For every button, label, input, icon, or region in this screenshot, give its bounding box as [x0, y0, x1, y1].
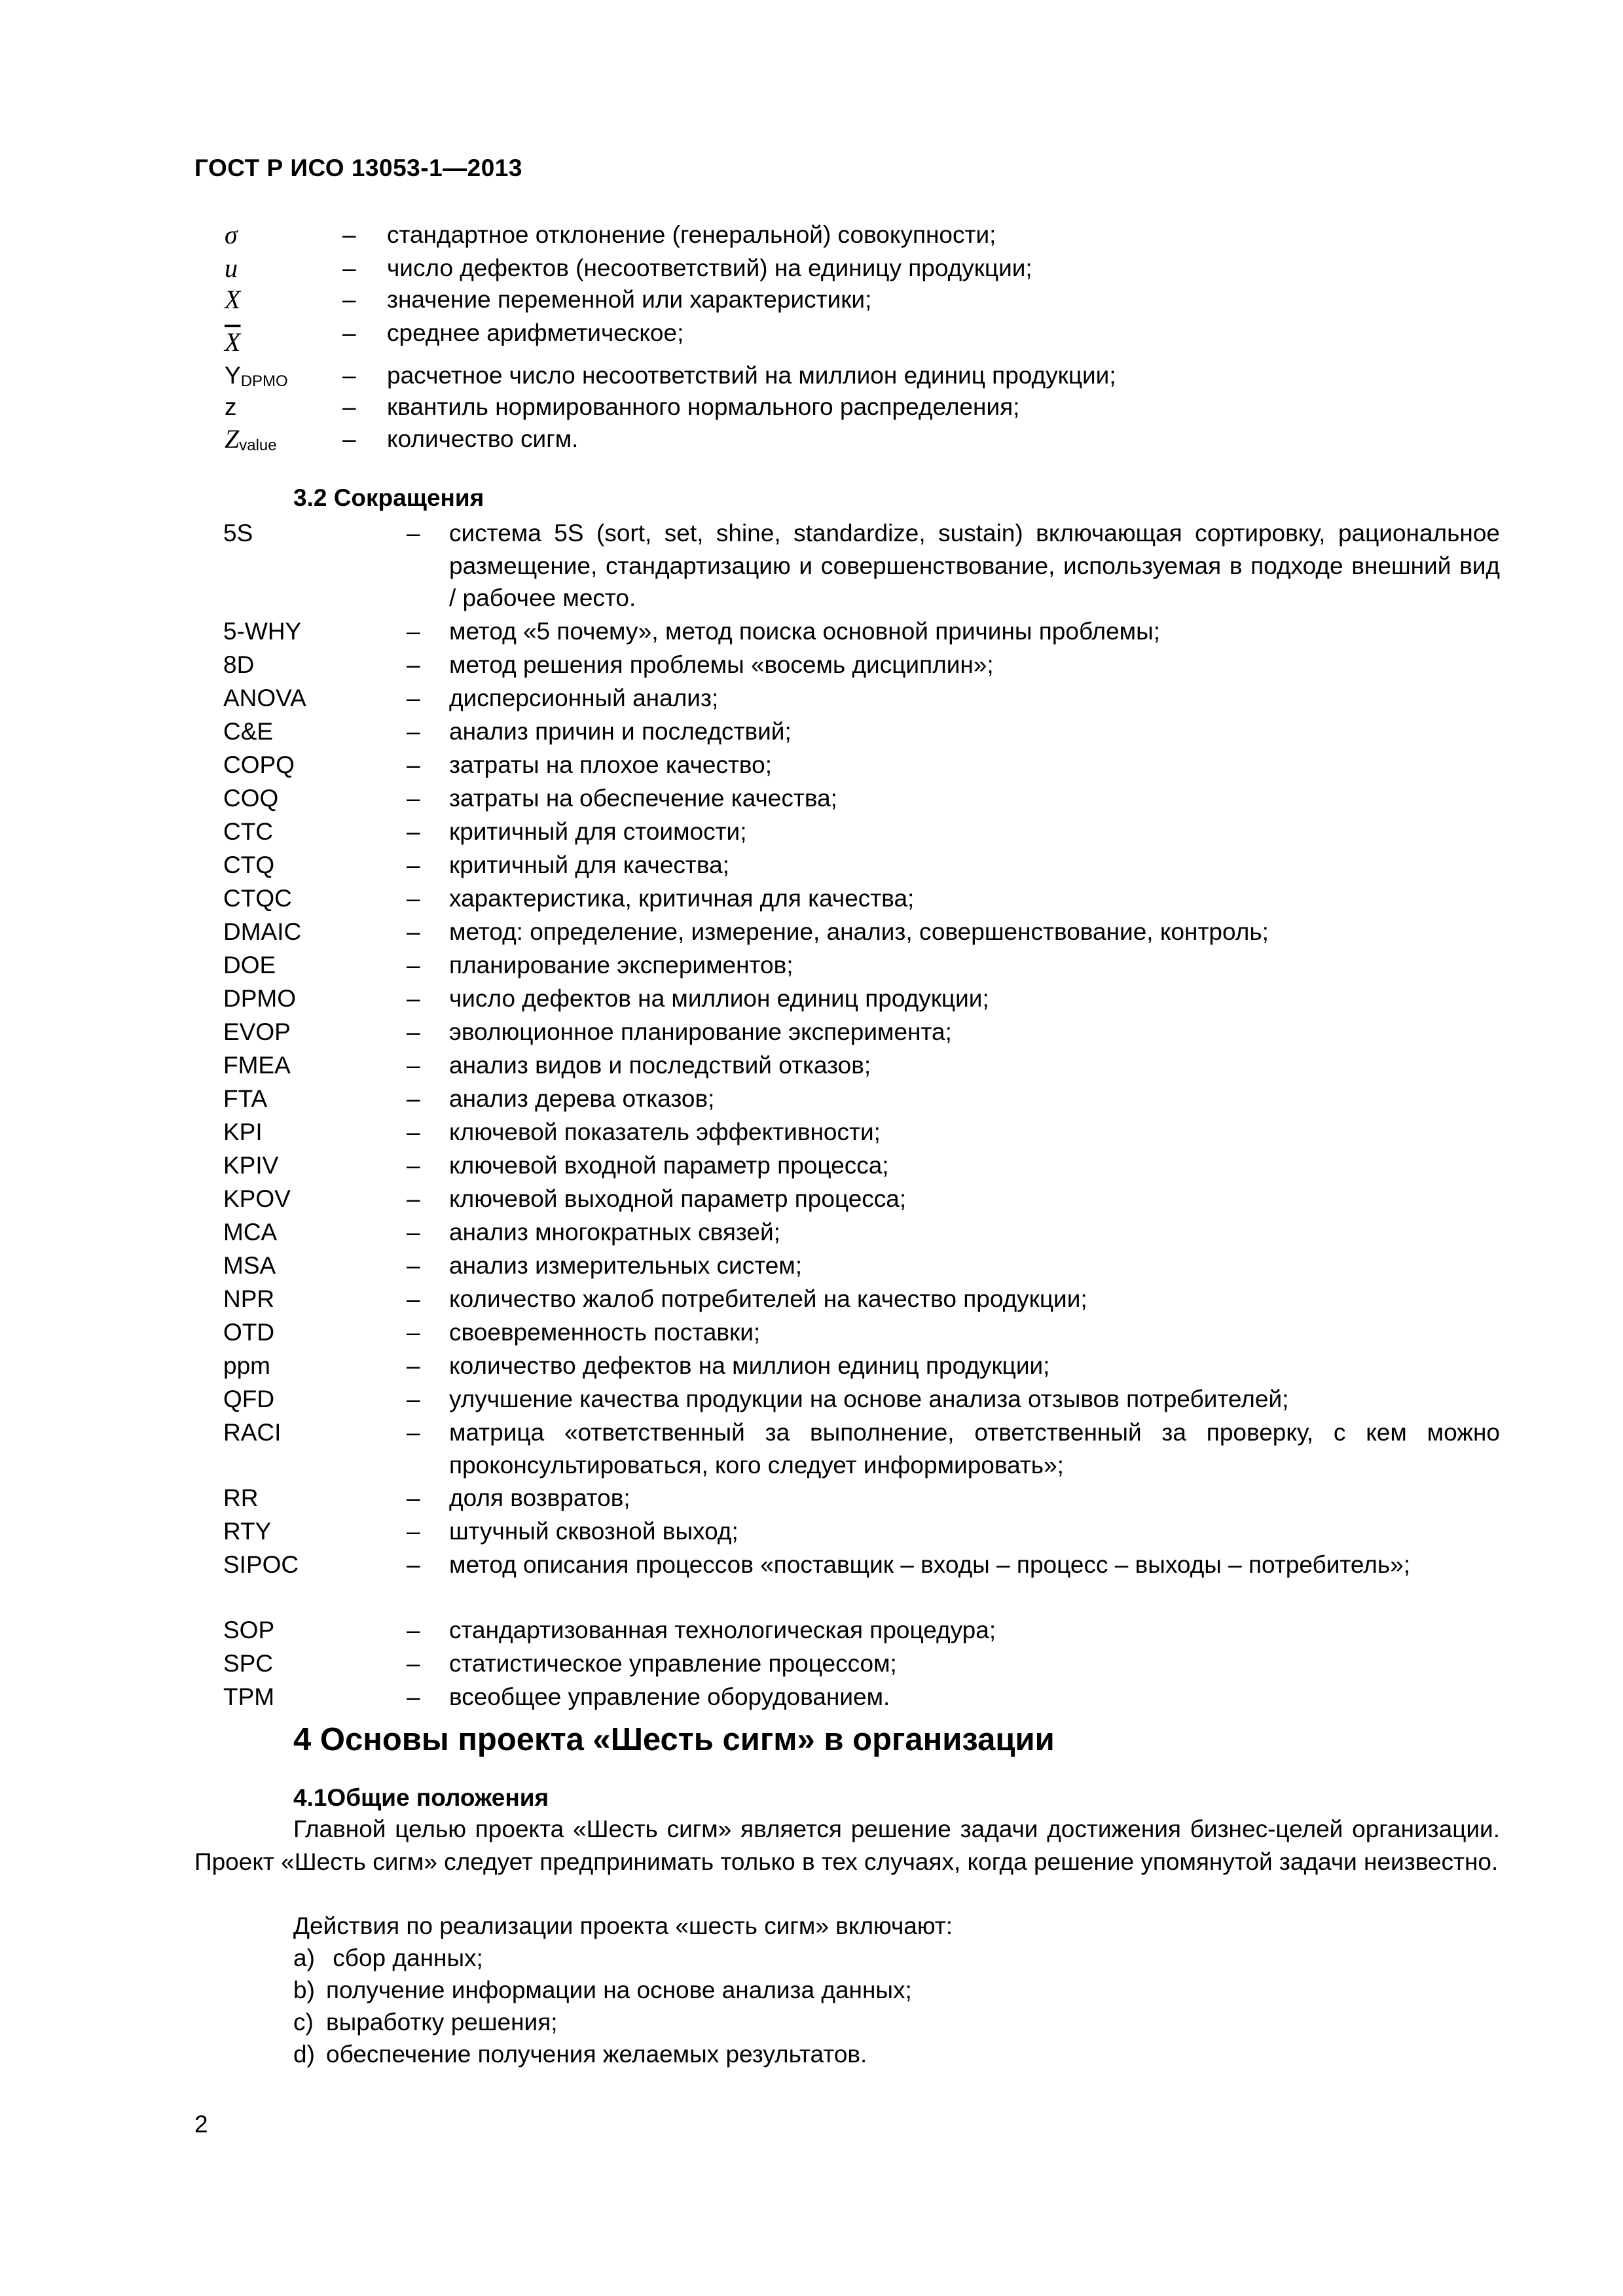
- abbreviation-term: 8D: [223, 651, 255, 678]
- list-item: [293, 2038, 867, 2071]
- abbreviation-term: NPR: [223, 1285, 275, 1312]
- dash: –: [407, 1551, 420, 1578]
- dash: –: [407, 1185, 420, 1212]
- dash: –: [407, 985, 420, 1012]
- abbreviation-row: [223, 1482, 1500, 1515]
- dash: –: [342, 255, 356, 281]
- abbreviation-row: [223, 1416, 1500, 1481]
- abbreviation-row: [223, 1149, 1500, 1182]
- dash: –: [407, 1252, 420, 1279]
- abbreviation-definition: метод: определение, измерение, анализ, совершенствование, контроль;: [449, 918, 1269, 945]
- abbreviation-row: [223, 1083, 1500, 1115]
- abbreviation-term: OTD: [223, 1319, 275, 1346]
- abbreviation-definition: критичный для стоимости;: [449, 818, 747, 845]
- abbreviation-term: TPM: [223, 1683, 275, 1710]
- abbreviation-term: MCA: [223, 1219, 278, 1246]
- abbreviation-row: [223, 1515, 1500, 1548]
- abbreviation-definition: затраты на обеспечение качества;: [449, 785, 837, 812]
- abbreviation-definition: ключевой входной параметр процесса;: [449, 1152, 889, 1179]
- dash: –: [407, 1052, 420, 1079]
- dash: –: [342, 393, 356, 420]
- abbreviation-term: KPIV: [223, 1152, 279, 1179]
- list-item-label: a): [293, 1945, 315, 1971]
- dash: –: [407, 785, 420, 812]
- symbol: $Z_{value}$: [225, 424, 277, 454]
- abbreviation-definition: всеобщее управление оборудованием.: [449, 1683, 890, 1710]
- abbreviation-definition: анализ измерительных систем;: [449, 1252, 803, 1279]
- subsection-title: 4.1Общие положения: [293, 1784, 549, 1811]
- abbreviation-definition: планирование экспериментов;: [449, 952, 793, 978]
- abbreviation-term: SPC: [223, 1650, 274, 1677]
- abbreviation-term: DMAIC: [223, 918, 302, 945]
- abbreviation-row: [223, 1614, 1500, 1647]
- abbreviations-heading: 3.2 Сокращения: [293, 484, 484, 511]
- list-item-text: сбор данных;: [326, 1945, 483, 1971]
- abbreviation-term: RACI: [223, 1419, 282, 1446]
- abbreviation-definition: критичный для качества;: [449, 852, 729, 878]
- dash: –: [407, 1518, 420, 1545]
- symbol: u: [225, 253, 238, 283]
- abbreviation-row: [223, 715, 1500, 748]
- abbreviation-definition: число дефектов на миллион единиц продукции;: [449, 985, 989, 1012]
- abbreviation-term: QFD: [223, 1386, 275, 1412]
- abbreviation-term: CTQC: [223, 885, 292, 912]
- abbreviation-row: [223, 849, 1500, 882]
- abbreviation-term: CTC: [223, 818, 274, 845]
- abbreviation-definition: характеристика, критичная для качества;: [449, 885, 915, 912]
- list-item-label: c): [293, 2009, 314, 2036]
- list-item-text: выработку решения;: [326, 2009, 558, 2036]
- symbol: X: [225, 285, 241, 314]
- list-item-text: получение информации на основе анализа данных;: [326, 1977, 912, 2003]
- abbreviation-definition: дисперсионный анализ;: [449, 685, 719, 711]
- symbol-definition: значение переменной или характеристики;: [387, 286, 872, 313]
- dash: –: [407, 520, 420, 547]
- actions-intro: Действия по реализации проекта «шесть сигм» включают:: [293, 1912, 953, 1939]
- list-item: [293, 2006, 558, 2039]
- abbreviation-row: [223, 682, 1500, 715]
- dash: –: [407, 818, 420, 845]
- dash: –: [407, 618, 420, 645]
- list-item: [293, 1942, 483, 1975]
- abbreviation-definition: метод «5 почему», метод поиска основной причины проблемы;: [449, 618, 1160, 645]
- page-header: ГОСТ Р ИСО 13053-1—2013: [194, 154, 522, 181]
- abbreviation-row: [223, 949, 1500, 982]
- dash: –: [407, 1419, 420, 1446]
- abbreviation-row: [223, 1350, 1500, 1382]
- symbol-definition: количество сигм.: [387, 425, 579, 452]
- dash: –: [407, 852, 420, 878]
- abbreviation-term: KPOV: [223, 1185, 291, 1212]
- abbreviation-row: [223, 1383, 1500, 1416]
- dash: –: [407, 1386, 420, 1412]
- page-number: 2: [194, 2111, 208, 2138]
- dash: –: [342, 286, 356, 313]
- dash: –: [407, 1484, 420, 1511]
- abbreviation-term: DPMO: [223, 985, 296, 1012]
- dash: –: [407, 1319, 420, 1346]
- abbreviation-definition: количество дефектов на миллион единиц продукции;: [449, 1352, 1050, 1379]
- dash: –: [407, 751, 420, 778]
- abbreviation-definition: матрица «ответственный за выполнение, ответственный за проверку, с кем можно проконсультироваться, кого следует информировать»;: [449, 1419, 1500, 1479]
- dash: –: [407, 1617, 420, 1643]
- abbreviation-term: KPI: [223, 1119, 263, 1145]
- dash: –: [342, 425, 356, 452]
- dash: –: [342, 319, 356, 346]
- dash: –: [407, 718, 420, 745]
- dash: –: [342, 221, 356, 248]
- symbol: $Y_{DPMO}$: [225, 362, 288, 390]
- abbreviation-term: COQ: [223, 785, 279, 812]
- symbol: σ: [225, 220, 238, 249]
- abbreviation-row: [223, 1216, 1500, 1249]
- abbreviation-row: [223, 749, 1500, 781]
- abbreviation-definition: анализ дерева отказов;: [449, 1085, 715, 1112]
- abbreviation-term: SOP: [223, 1617, 275, 1643]
- dash: –: [407, 685, 420, 711]
- abbreviation-definition: анализ многократных связей;: [449, 1219, 780, 1246]
- abbreviation-row: [223, 1647, 1500, 1680]
- dash: –: [407, 952, 420, 978]
- abbreviation-term: SIPOC: [223, 1551, 299, 1578]
- abbreviation-term: COPQ: [223, 751, 295, 778]
- abbreviation-term: 5S: [223, 520, 253, 547]
- abbreviation-definition: стандартизованная технологическая процедура;: [449, 1617, 996, 1643]
- abbreviation-row: [223, 1016, 1500, 1049]
- dash: –: [407, 1152, 420, 1179]
- symbol-definition: квантиль нормированного нормального распределения;: [387, 393, 1020, 420]
- abbreviation-row: [223, 1049, 1500, 1082]
- dash: –: [407, 1219, 420, 1246]
- abbreviation-row: [223, 1681, 1500, 1713]
- symbol-definition: стандартное отклонение (генеральной) совокупности;: [387, 221, 996, 248]
- abbreviation-term: RTY: [223, 1518, 272, 1545]
- abbreviation-definition: улучшение качества продукции на основе анализа отзывов потребителей;: [449, 1386, 1289, 1412]
- symbol-definition: среднее арифметическое;: [387, 319, 684, 346]
- abbreviation-term: DOE: [223, 952, 276, 978]
- abbreviation-definition: статистическое управление процессом;: [449, 1650, 897, 1677]
- dash: –: [407, 1650, 420, 1677]
- symbol-definition: расчетное число несоответствий на миллион единиц продукции;: [387, 362, 1116, 389]
- section-paragraph: Главной целью проекта «Шесть сигм» является решение задачи достижения бизнес-целей организации. Проект «Шесть сигм» следует предпринимать только в тех случаях, когда решение упомянутой задачи неизвестно.: [194, 1816, 1500, 1875]
- abbreviation-row: [223, 816, 1500, 848]
- list-item-label: d): [293, 2041, 315, 2068]
- abbreviation-term: RR: [223, 1484, 259, 1511]
- abbreviation-definition: эволюционное планирование эксперимента;: [449, 1018, 952, 1045]
- abbreviation-definition: метод описания процессов «поставщик – входы – процесс – выходы – потребитель»;: [449, 1551, 1410, 1578]
- abbreviation-row: [223, 982, 1500, 1015]
- abbreviation-definition: метод решения проблемы «восемь дисциплин»;: [449, 651, 994, 678]
- abbreviation-definition: ключевой показатель эффективности;: [449, 1119, 881, 1145]
- abbreviation-term: CTQ: [223, 852, 275, 878]
- dash: –: [407, 885, 420, 912]
- abbreviation-definition: ключевой выходной параметр процесса;: [449, 1185, 907, 1212]
- abbreviation-row: [223, 1249, 1500, 1282]
- abbreviation-definition: количество жалоб потребителей на качество продукции;: [449, 1285, 1087, 1312]
- symbol: z: [225, 393, 237, 420]
- abbreviation-row: [223, 882, 1500, 915]
- section-title: 4 Основы проекта «Шесть сигм» в организации: [293, 1722, 1055, 1757]
- dash: –: [407, 1018, 420, 1045]
- dash: –: [407, 918, 420, 945]
- abbreviation-definition: затраты на плохое качество;: [449, 751, 773, 778]
- abbreviation-definition: своевременность поставки;: [449, 1319, 761, 1346]
- abbreviation-definition: доля возвратов;: [449, 1484, 630, 1511]
- abbreviation-row: [223, 517, 1500, 615]
- abbreviation-definition: система 5S (sort, set, shine, standardize, sustain) включающая сортировку, рациональное размещение, стандартизацию и совершенствование, используемая в подходе внешний вид / рабочее место.: [449, 520, 1500, 611]
- dash: –: [407, 1085, 420, 1112]
- abbreviation-term: C&E: [223, 718, 274, 745]
- dash: –: [407, 1683, 420, 1710]
- abbreviation-term: ANOVA: [223, 685, 306, 711]
- symbol: $\overline{X}$: [225, 327, 241, 357]
- abbreviation-row: [223, 649, 1500, 681]
- symbol-definition: число дефектов (несоответствий) на единицу продукции;: [387, 255, 1032, 281]
- abbreviation-definition: анализ причин и последствий;: [449, 718, 792, 745]
- abbreviation-term: MSA: [223, 1252, 276, 1279]
- abbreviation-term: FMEA: [223, 1052, 291, 1079]
- abbreviation-row: [223, 1116, 1500, 1149]
- list-item-label: b): [293, 1977, 315, 2003]
- abbreviation-row: [223, 1183, 1500, 1215]
- abbreviation-term: FTA: [223, 1085, 268, 1112]
- abbreviation-row: [223, 615, 1500, 648]
- dash: –: [407, 1352, 420, 1379]
- abbreviation-definition: штучный сквозной выход;: [449, 1518, 739, 1545]
- abbreviation-term: ppm: [223, 1352, 270, 1379]
- list-item: [293, 1974, 912, 2007]
- abbreviation-row: [223, 782, 1500, 815]
- abbreviation-row: [223, 1283, 1500, 1316]
- abbreviation-row: [223, 1549, 1500, 1581]
- abbreviation-definition: анализ видов и последствий отказов;: [449, 1052, 871, 1079]
- dash: –: [407, 1285, 420, 1312]
- dash: –: [407, 1119, 420, 1145]
- abbreviation-row: [223, 1316, 1500, 1349]
- abbreviation-term: 5-WHY: [223, 618, 302, 645]
- abbreviation-row: [223, 916, 1500, 948]
- list-item-text: обеспечение получения желаемых результатов.: [326, 2041, 867, 2068]
- dash: –: [407, 651, 420, 678]
- dash: –: [342, 362, 356, 389]
- abbreviation-term: EVOP: [223, 1018, 291, 1045]
